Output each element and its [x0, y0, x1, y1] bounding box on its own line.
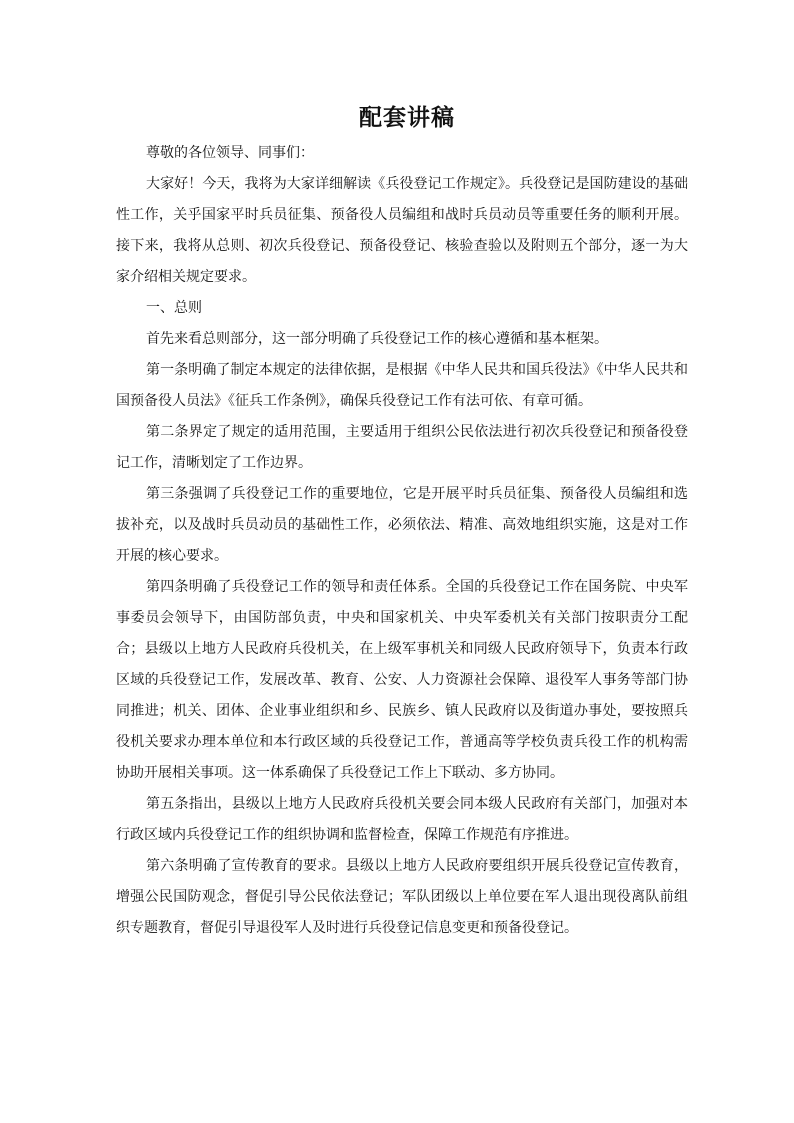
paragraph-article-1: 第一条明确了制定本规定的法律依据，是根据《中华人民共和国兵役法》《中华人民共和国预备役人员法》《征兵工作条例》，确保兵役登记工作有法可依、有章可循。 — [116, 362, 688, 409]
document-page — [116, 100, 688, 944]
paragraph-intro: 大家好！今天，我将为大家详细解读《兵役登记工作规定》。兵役登记是国防建设的基础性工作，关乎国家平时兵员征集、预备役人员编组和战时兵员动员等重要任务的顺利开展。接下来，我将从总则、初次兵役登记、预备役登记、核验查验以及附则五个部分，逐一为大家介绍相关规定要求。 — [116, 176, 688, 285]
greeting: 尊敬的各位领导、同事们： — [146, 145, 314, 161]
document-title: 配套讲稿 — [359, 105, 455, 131]
paragraph-article-3: 第三条强调了兵役登记工作的重要地位，它是开展平时兵员征集、预备役人员编组和选拔补充，以及战时兵员动员的基础性工作，必须依法、精准、高效地组织实施，这是对工作开展的核心要求。 — [116, 486, 688, 564]
paragraph-general-overview: 首先来看总则部分，这一部分明确了兵役登记工作的核心遵循和基本框架。 — [146, 331, 608, 347]
paragraph-article-4: 第四条明确了兵役登记工作的领导和责任体系。全国的兵役登记工作在国务院、中央军事委员会领导下，由国防部负责，中央和国家机关、中央军委机关有关部门按职责分工配合；县级以上地方人民政府兵役机关，在上级军事机关和同级人民政府领导下，负责本行政区域的兵役登记工作，发展改革、教育、公安、人力资源社会保障、退役军人事务等部门协同推进；机关、团体、企业事业组织和乡、民族乡、镇人民政府以及街道办事处，要按照兵役机关要求办理本单位和本行政区域的兵役登记工作，普通高等学校负责兵役工作的机构需协助开展相关事项。这一体系确保了兵役登记工作上下联动、多方协同。 — [116, 579, 688, 781]
paragraph-article-2: 第二条界定了规定的适用范围，主要适用于组织公民依法进行初次兵役登记和预备役登记工作，清晰划定了工作边界。 — [116, 424, 688, 471]
paragraph-article-5: 第五条指出，县级以上地方人民政府兵役机关要会同本级人民政府有关部门，加强对本行政区域内兵役登记工作的组织协调和监督检查，保障工作规范有序推进。 — [116, 796, 688, 843]
paragraph-article-6: 第六条明确了宣传教育的要求。县级以上地方人民政府要组织开展兵役登记宣传教育，增强公民国防观念，督促引导公民依法登记；军队团级以上单位要在军人退出现役离队前组织专题教育，督促引导退役军人及时进行兵役登记信息变更和预备役登记。 — [116, 858, 688, 936]
section-heading-general: 一、总则 — [146, 300, 202, 316]
